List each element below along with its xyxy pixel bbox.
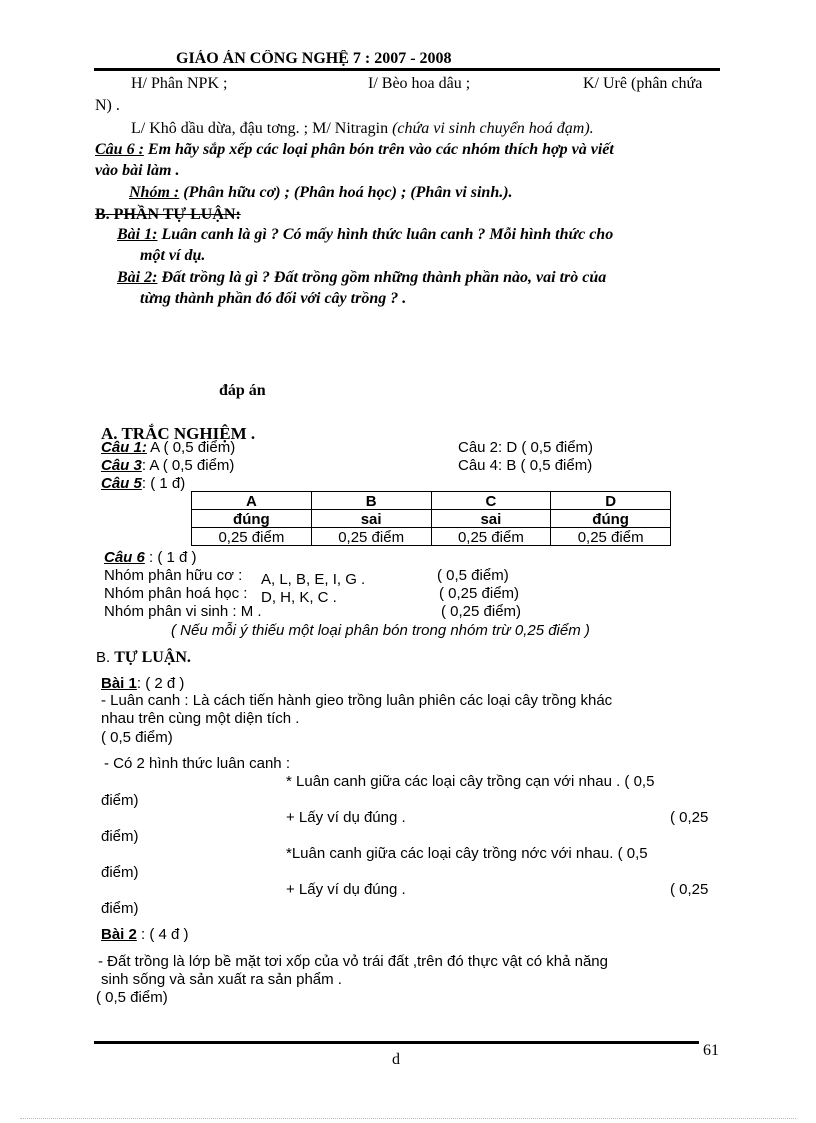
groups-label: Nhóm :: [129, 184, 180, 201]
option-k-continued: N) .: [95, 97, 120, 114]
essay-question-2-label: Bài 2:: [117, 269, 158, 286]
essay-question-2-cont: từng thành phần đó đối với cây trồng ? .: [140, 290, 407, 307]
groups-list: (Phân hữu cơ) ; (Phân hoá học) ; (Phân vi sinh.).: [179, 184, 513, 201]
table-cell: đúng: [192, 510, 312, 528]
option-k: K/ Urê (phân chứa: [583, 75, 703, 92]
answer-key-title: đáp án: [219, 382, 266, 399]
part-b-heading: B. PHẦN TỰ LUẬN:: [95, 206, 241, 223]
group-biological-score: ( 0,25 điểm): [441, 603, 522, 620]
group-chemical-name: Nhóm phân hoá học :: [104, 585, 248, 602]
option-h: H/ Phân NPK ;: [131, 75, 228, 92]
group-organic-name: Nhóm phân hữu cơ :: [104, 567, 243, 584]
group-organic-score: ( 0,5 điểm): [437, 567, 509, 584]
answer-c3: [101, 457, 234, 474]
footer-letter: d: [392, 1051, 400, 1068]
table-cell: 0,25 điểm: [192, 528, 312, 546]
page-header-title: GIÁO ÁN CÔNG NGHỆ 7 : 2007 - 2008: [176, 50, 452, 66]
essay-question-1-cont: một ví dụ.: [140, 247, 206, 264]
essay-question-2-text: Đất trồng là gì ? Đất trồng gồm những thành phần nào, vai trò của: [157, 269, 607, 286]
form3-end: điểm): [101, 864, 139, 881]
group-chemical-items: D, H, K, C .: [261, 589, 337, 606]
header-rule: [94, 68, 720, 71]
answer-c2: Câu 2: D ( 0,5 điểm): [458, 439, 594, 456]
option-l-m: [131, 120, 594, 138]
table-header-b: B: [311, 492, 431, 510]
form1: * Luân canh giữa các loại cây trồng cạn với nhau . ( 0,5: [286, 773, 655, 790]
bai1-line1: - Luân canh : Là cách tiến hành gieo trồng luân phiên các loại cây trồng khác: [101, 692, 613, 709]
answer-c3-label: Câu 3: [101, 457, 142, 474]
table-header-d: D: [551, 492, 671, 510]
essay-question-2: [117, 269, 606, 287]
answer-bai1: [101, 675, 184, 692]
table-cell: đúng: [551, 510, 671, 528]
essay-question-1-text: Luân canh là gì ? Có mấy hình thức luân canh ? Mỗi hình thức cho: [157, 226, 614, 243]
page-number: 61: [703, 1042, 719, 1059]
answer-c5: [101, 475, 185, 492]
answer-c3-value: : A ( 0,5 điểm): [141, 457, 235, 474]
form2-score: ( 0,25: [670, 809, 709, 826]
forms-intro: - Có 2 hình thức luân canh :: [104, 755, 290, 772]
footer-rule: [94, 1041, 699, 1044]
deduction-note: ( Nếu mỗi ý thiếu một loại phân bón trong nhóm trừ 0,25 điểm ): [171, 622, 590, 639]
answers-b-heading: [96, 649, 191, 667]
answer-bai1-label: Bài 1: [101, 675, 137, 692]
answers-b-title: TỰ LUẬN.: [114, 649, 191, 666]
table-cell: sai: [431, 510, 551, 528]
answer-c1-value: A ( 0,5 điểm): [146, 439, 236, 456]
page-edge-dots: [20, 1118, 796, 1119]
bai1-line2: nhau trên cùng một diện tích .: [101, 710, 300, 727]
answer-bai2: [101, 926, 189, 943]
group-biological-name: Nhóm phân vi sinh : M .: [104, 603, 262, 620]
answer-c5-label: Câu 5: [101, 475, 142, 492]
question-6-text-cont: vào bài làm .: [95, 162, 180, 179]
answers-a-heading: A. TRẮC NGHIỆM .: [101, 424, 256, 443]
question-6-text: Em hãy sắp xếp các loại phân bón trên vào các nhóm thích hợp và viết: [143, 141, 614, 158]
answer-c4: Câu 4: B ( 0,5 điểm): [458, 457, 593, 474]
bai1-line3: ( 0,5 điểm): [101, 729, 173, 746]
answer-table-result-row: [192, 510, 671, 528]
form4-end: điểm): [101, 900, 139, 917]
answer-c6: [104, 549, 197, 566]
answer-table-header-row: [192, 492, 671, 510]
table-cell: sai: [311, 510, 431, 528]
question-6-groups: [129, 184, 513, 202]
answer-c6-label: Câu 6: [104, 549, 145, 566]
bai2-line2: sinh sống và sản xuất ra sản phẩm .: [101, 971, 342, 988]
bai2-line1: - Đất trồng là lớp bề mặt tơi xốp của vỏ trái đất ,trên đó thực vật có khả năng: [98, 953, 608, 970]
form1-end: điểm): [101, 792, 139, 809]
form4: + Lấy ví dụ đúng .: [286, 881, 406, 898]
option-i: I/ Bèo hoa dâu ;: [368, 75, 471, 92]
option-m-note: (chứa vi sinh chuyển hoá đạm).: [392, 120, 594, 137]
answer-table-points-row: [192, 528, 671, 546]
form4-score: ( 0,25: [670, 881, 709, 898]
essay-question-1-label: Bài 1:: [117, 226, 158, 243]
table-header-a: A: [192, 492, 312, 510]
essay-question-1: [117, 226, 613, 244]
table-cell: 0,25 điểm: [551, 528, 671, 546]
option-l-m-text: L/ Khô dầu dừa, đậu tơng. ; M/ Nitragin: [131, 120, 393, 137]
form3: *Luân canh giữa các loại cây trồng nớc với nhau. ( 0,5: [286, 845, 648, 862]
answer-c1: [101, 439, 235, 456]
answer-c5-value: : ( 1 đ): [141, 475, 186, 492]
answer-table: [191, 491, 671, 546]
bai2-line3: ( 0,5 điểm): [96, 989, 168, 1006]
form2-end: điểm): [101, 828, 139, 845]
answers-b-prefix: B.: [96, 649, 111, 666]
answer-bai2-label: Bài 2: [101, 926, 137, 943]
table-cell: 0,25 điểm: [431, 528, 551, 546]
question-6-label: Câu 6 :: [95, 141, 144, 158]
answer-c1-label: Câu 1:: [101, 439, 147, 456]
group-chemical-score: ( 0,25 điểm): [439, 585, 520, 602]
answer-bai2-score: : ( 4 đ ): [136, 926, 189, 943]
answer-bai1-score: : ( 2 đ ): [136, 675, 185, 692]
answer-c6-score: : ( 1 đ ): [144, 549, 197, 566]
group-organic-items: A, L, B, E, I, G .: [261, 571, 366, 588]
table-header-c: C: [431, 492, 551, 510]
form2: + Lấy ví dụ đúng .: [286, 809, 406, 826]
question-6: [95, 141, 614, 159]
table-cell: 0,25 điểm: [311, 528, 431, 546]
